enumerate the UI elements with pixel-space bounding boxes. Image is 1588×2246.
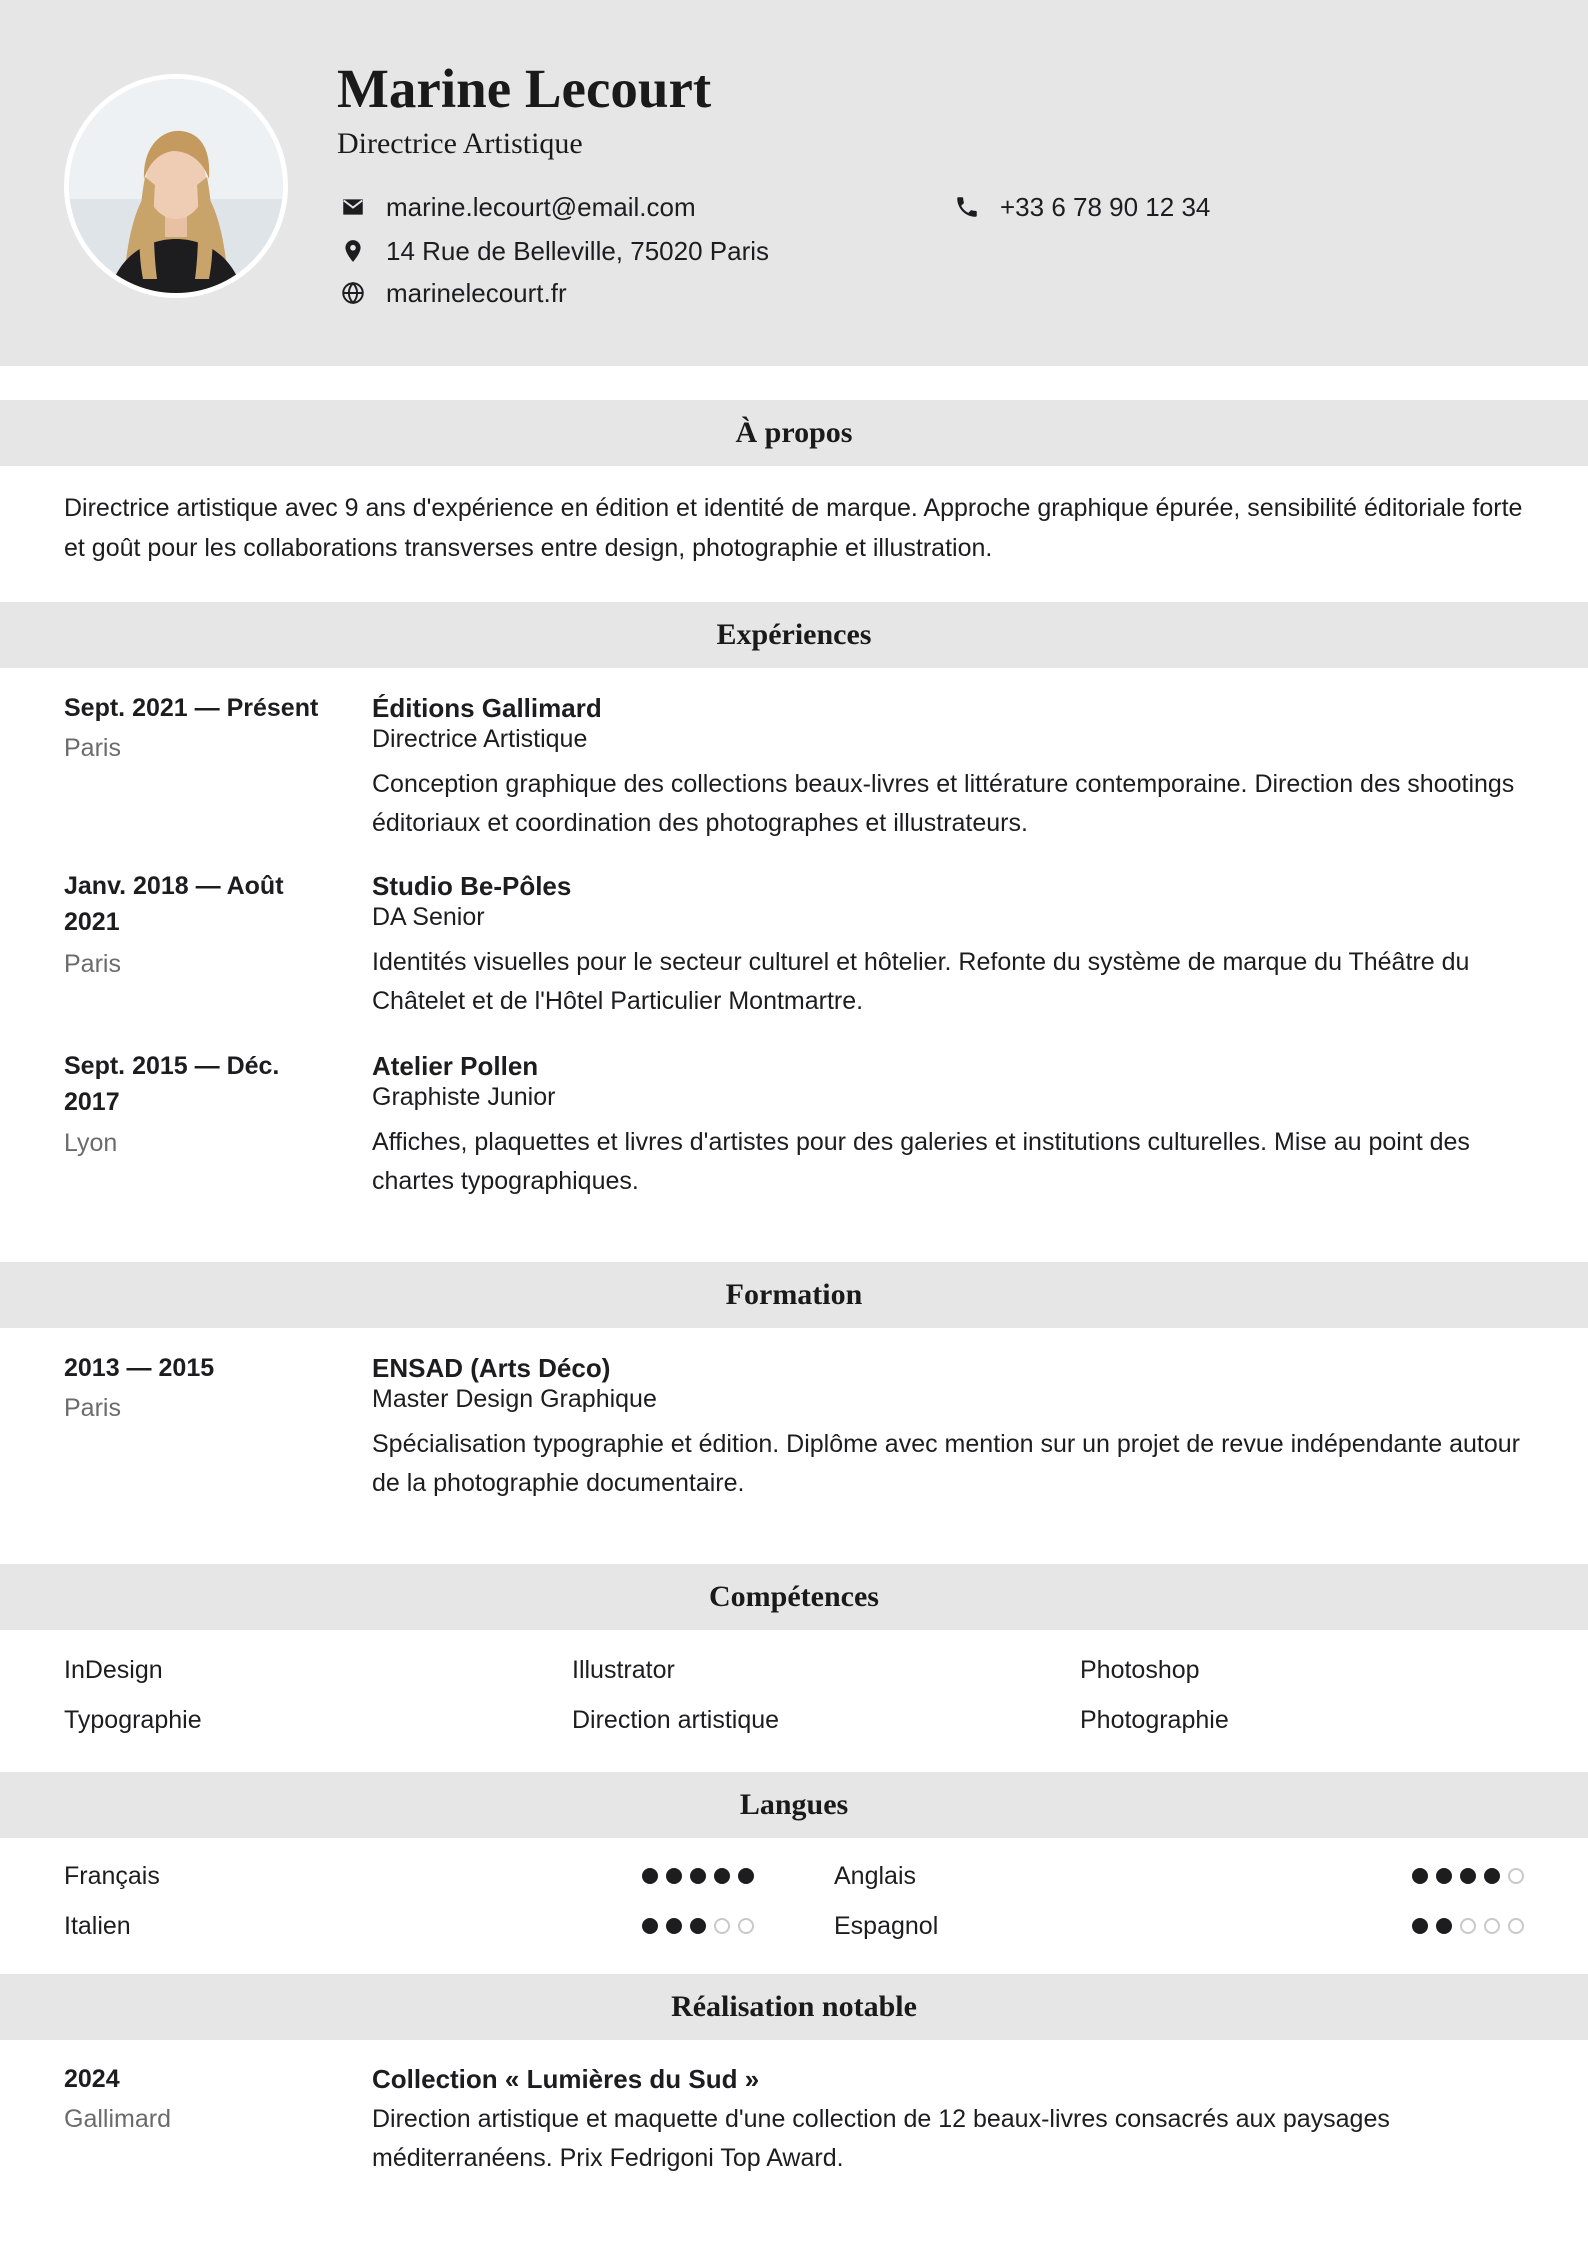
skill-item: Direction artistique <box>572 1706 780 1734</box>
education-school: ENSAD (Arts Déco) <box>372 1353 611 1383</box>
level-dot-filled <box>1412 1868 1428 1884</box>
level-dot-filled <box>738 1868 754 1884</box>
skill-item: Typographie <box>64 1706 202 1734</box>
experience-city: Paris <box>64 950 121 978</box>
level-dot-filled <box>1436 1868 1452 1884</box>
experience-company: Éditions Gallimard <box>372 693 602 723</box>
experience-city: Paris <box>64 734 121 762</box>
contact-email[interactable] <box>338 190 696 224</box>
achievement-description: Direction artistique et maquette d'une collection de 12 beaux-livres consacrés aux paysages méditerranéens. Prix Fedrigoni Top Award. <box>372 2105 1390 2172</box>
level-dot-filled <box>714 1868 730 1884</box>
level-dot-empty <box>738 1918 754 1934</box>
level-dot-filled <box>666 1918 682 1934</box>
level-dot-empty <box>1460 1918 1476 1934</box>
profile-photo <box>64 74 288 298</box>
skill-item: Photographie <box>1080 1706 1229 1734</box>
language-name: Français <box>64 1862 160 1890</box>
experience-company: Atelier Pollen <box>372 1051 539 1081</box>
envelope-icon <box>338 192 368 222</box>
experience-dates: Janv. 2018 — Août 2021 <box>64 872 284 936</box>
section-heading-skills: Compétences <box>0 1564 1588 1630</box>
phone-text[interactable]: +33 6 78 90 12 34 <box>1000 191 1211 222</box>
about-text: Directrice artistique avec 9 ans d'expérience en édition et identité de marque. Approche graphique épurée, sensibilité éditoriale forte et goût pour les collaborations transverses entre design, photographie et illustration. <box>64 494 1523 562</box>
contact-address <box>338 234 769 268</box>
language-level-dots <box>642 1909 754 1943</box>
section-heading-experience: Expériences <box>0 602 1588 668</box>
language-name: Italien <box>64 1912 131 1940</box>
level-dot-filled <box>1484 1868 1500 1884</box>
experience-company: Studio Be-Pôles <box>372 871 572 901</box>
level-dot-filled <box>690 1868 706 1884</box>
achievement-place: Gallimard <box>64 2105 171 2133</box>
education-description: Spécialisation typographie et édition. Diplôme avec mention sur un projet de revue indépendante autour de la photographie documentaire. <box>372 1430 1520 1497</box>
level-dot-filled <box>1412 1918 1428 1934</box>
experience-dates: Sept. 2021 — Présent <box>64 694 319 722</box>
experience-dates: Sept. 2015 — Déc. 2017 <box>64 1052 280 1116</box>
location-pin-icon <box>338 236 368 266</box>
profile-photo-illustration <box>69 79 283 293</box>
skill-item: Illustrator <box>572 1656 675 1684</box>
experience-role: DA Senior <box>372 903 485 931</box>
phone-icon <box>952 192 982 222</box>
level-dot-empty <box>1508 1868 1524 1884</box>
section-heading-about: À propos <box>0 400 1588 466</box>
section-heading-languages: Langues <box>0 1772 1588 1838</box>
globe-icon <box>338 278 368 308</box>
contact-phone[interactable] <box>952 190 1210 224</box>
education-city: Paris <box>64 1394 121 1422</box>
level-dot-filled <box>642 1918 658 1934</box>
language-level-dots <box>642 1859 754 1893</box>
skill-item: InDesign <box>64 1656 163 1684</box>
level-dot-filled <box>1436 1918 1452 1934</box>
profile-header <box>0 0 1588 366</box>
level-dot-empty <box>1484 1918 1500 1934</box>
experience-role: Directrice Artistique <box>372 725 588 753</box>
education-degree: Master Design Graphique <box>372 1385 657 1413</box>
education-dates: 2013 — 2015 <box>64 1354 215 1382</box>
experience-description: Affiches, plaquettes et livres d'artistes pour des galeries et institutions culturelles. Mise au point des chartes typographiques. <box>372 1128 1470 1195</box>
address-text: 14 Rue de Belleville, 75020 Paris <box>386 235 770 266</box>
experience-role: Graphiste Junior <box>372 1083 556 1111</box>
skill-item: Photoshop <box>1080 1656 1200 1684</box>
section-heading-education: Formation <box>0 1262 1588 1328</box>
level-dot-empty <box>1508 1918 1524 1934</box>
level-dot-empty <box>714 1918 730 1934</box>
level-dot-filled <box>666 1868 682 1884</box>
level-dot-filled <box>690 1918 706 1934</box>
email-text[interactable]: marine.lecourt@email.com <box>386 191 696 222</box>
candidate-title: Directrice Artistique <box>337 127 583 160</box>
level-dot-filled <box>642 1868 658 1884</box>
experience-description: Identités visuelles pour le secteur culturel et hôtelier. Refonte du système de marque du Théâtre du Châtelet et de l'Hôtel Particulier Montmartre. <box>372 948 1470 1015</box>
section-heading-achievement: Réalisation notable <box>0 1974 1588 2040</box>
contact-website[interactable] <box>338 276 567 310</box>
language-name: Anglais <box>834 1862 916 1890</box>
language-level-dots <box>1412 1909 1524 1943</box>
achievement-year: 2024 <box>64 2065 120 2093</box>
experience-city: Lyon <box>64 1129 118 1157</box>
language-name: Espagnol <box>834 1912 939 1940</box>
level-dot-filled <box>1460 1868 1476 1884</box>
achievement-title: Collection « Lumières du Sud » <box>372 2064 760 2094</box>
website-link[interactable]: marinelecourt.fr <box>386 277 567 308</box>
candidate-name: Marine Lecourt <box>337 58 712 119</box>
language-level-dots <box>1412 1859 1524 1893</box>
experience-description: Conception graphique des collections beaux-livres et littérature contemporaine. Direction des shootings éditoriaux et coordination des photographes et illustrateurs. <box>372 770 1515 837</box>
